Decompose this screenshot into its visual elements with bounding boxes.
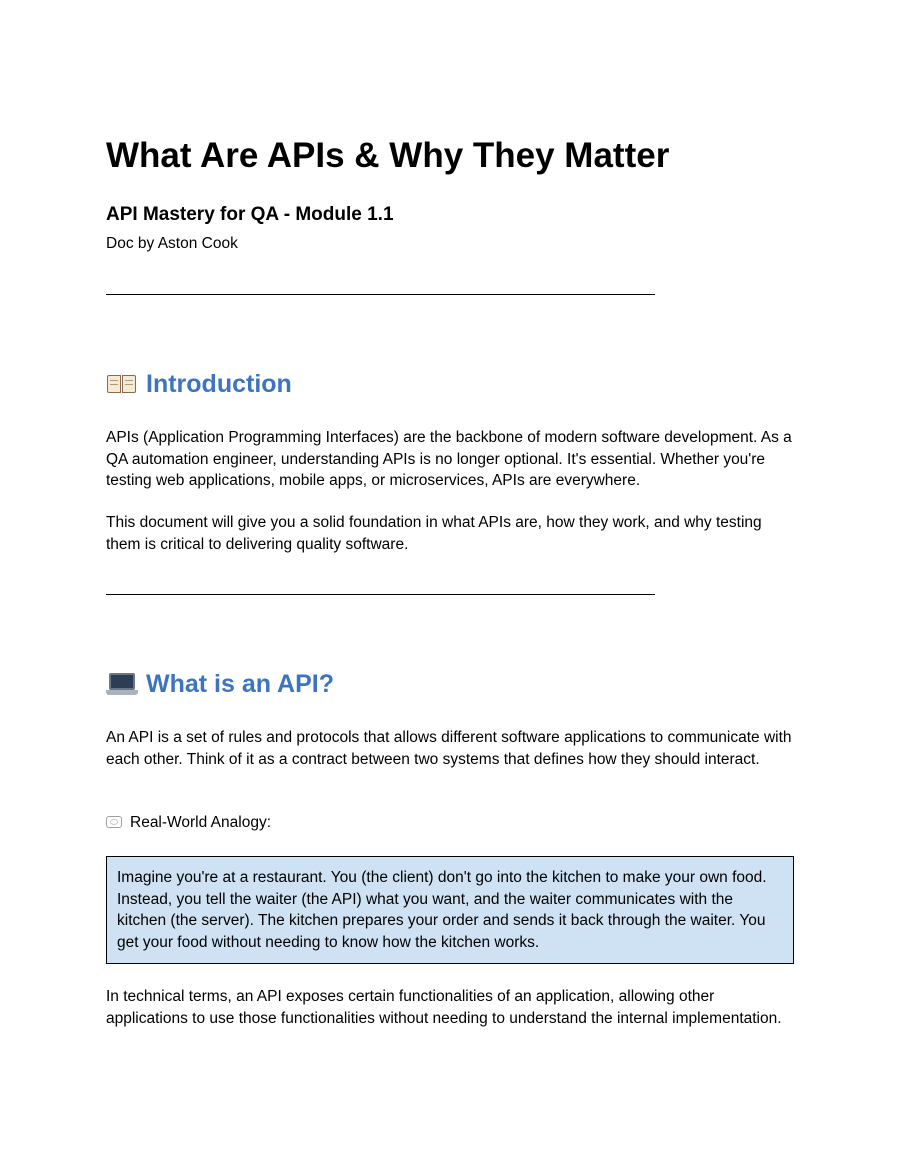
- horizontal-divider: [106, 294, 655, 295]
- section-heading-what-is-api: [106, 668, 334, 700]
- document-subtitle: API Mastery for QA - Module 1.1: [106, 204, 394, 225]
- section-heading-text: Introduction: [146, 370, 292, 398]
- section-heading-text: What is an API?: [146, 670, 334, 698]
- section-heading-introduction: [106, 368, 292, 400]
- api-definition-paragraph: An API is a set of rules and protocols that allows different software applications to communicate with each other. Think of it as a contract between two systems that defines how they should interact.: [106, 729, 792, 768]
- analogy-label-text: Real-World Analogy:: [130, 814, 272, 831]
- laptop-icon: [106, 672, 138, 696]
- technical-terms-paragraph: In technical terms, an API exposes certain functionalities of an application, allowing other applications to use those functionalities without needing to understand the internal implementation.: [106, 988, 782, 1027]
- intro-paragraph: APIs (Application Programming Interfaces) are the backbone of modern software development. As a QA automation engineer, understanding APIs is no longer optional. It's essential. Whether you're testing web applications, mobile apps, or microservices, APIs are everywhere.: [106, 429, 792, 489]
- analogy-label: [106, 812, 271, 834]
- plate-icon: [106, 816, 124, 830]
- horizontal-divider: [106, 594, 655, 595]
- author-line: Doc by Aston Cook: [106, 235, 238, 252]
- open-book-icon: [106, 372, 138, 396]
- document-title: What Are APIs & Why They Matter: [106, 136, 670, 175]
- analogy-callout-box: Imagine you're at a restaurant. You (the client) don't go into the kitchen to make your own food. Instead, you tell the waiter (the API) what you want, and the waiter communicates with the kitchen (the server). The kitchen prepares your order and sends it back through the waiter. You get your food without needing to know how the kitchen works.: [106, 856, 794, 964]
- intro-paragraph: This document will give you a solid foundation in what APIs are, how they work, and why testing them is critical to delivering quality software.: [106, 514, 762, 553]
